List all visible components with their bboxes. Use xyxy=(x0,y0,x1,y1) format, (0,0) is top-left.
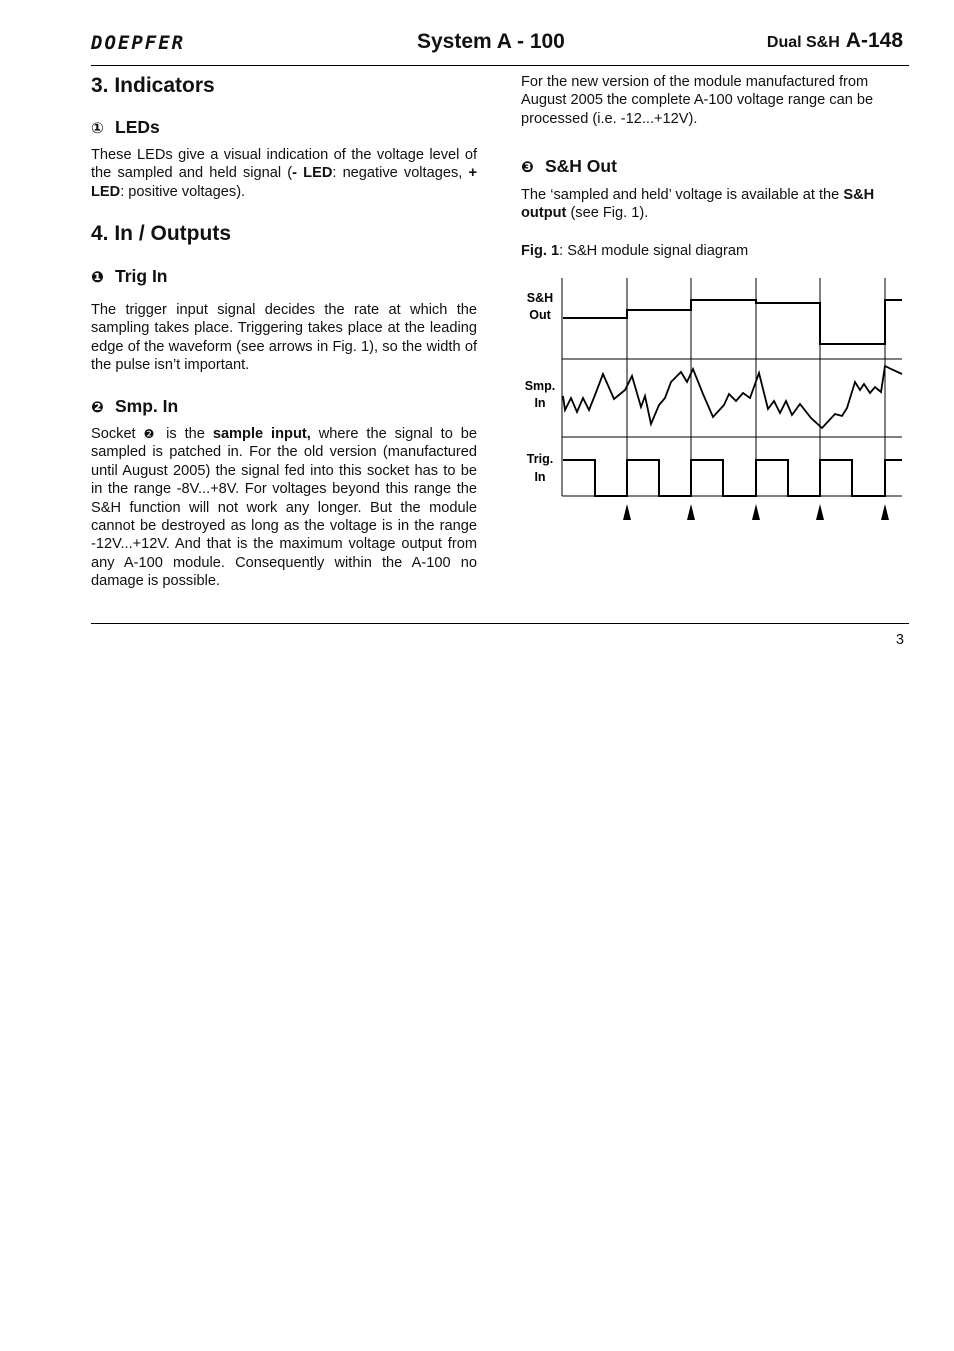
trigger-arrow xyxy=(687,504,695,520)
sh-out-heading-label: S&H Out xyxy=(545,156,617,176)
page-number: 3 xyxy=(895,632,904,648)
text-run: where the signal to be sampled is patched in. For the old version (manufactured until August 2005) the signal fed into this socket has to be in the range -8V...+8V. For voltages beyond this range the S&H function will not work any longer. But the module cannot be destroyed as long as the voltage is in the range -12V...+12V. And that is the maximum voltage output from any A-100 module. Consequently within the A-100 no damage is possible. xyxy=(91,426,478,590)
trig-in-waveform xyxy=(563,460,902,496)
figure-label: Fig. 1 xyxy=(521,243,560,259)
text-run: Socket xyxy=(91,426,144,442)
text-run: These LEDs give a visual indication of the voltage level of the sampled and held signal ( xyxy=(91,147,477,182)
footer-rule xyxy=(91,623,909,624)
trigger-arrow xyxy=(881,504,889,520)
sample-input-term: sample input, xyxy=(212,426,311,442)
trigger-arrows xyxy=(623,504,889,520)
brand-logo: DOEPFER xyxy=(91,32,186,54)
trig-in-paragraph: The trigger input signal decides the rate at which the sampling takes place. Triggering takes place at the leading edge of the waveform (see arrows in Fig. 1), so the width of the pulse isn’t important. xyxy=(91,302,477,374)
number-one-icon: ❶ xyxy=(91,269,104,286)
plus-led-term: + LED xyxy=(91,165,477,200)
indicators-heading: 3. Indicators xyxy=(91,74,215,97)
text-run: (see Fig. 1). xyxy=(566,205,649,222)
label-sh-out-line2: Out xyxy=(529,308,551,322)
label-trig-in-line2: In xyxy=(534,470,546,484)
text-run: : negative voltages, xyxy=(332,165,469,182)
label-smp-in-line1: Smp. xyxy=(524,379,556,393)
trig-in-heading-label: Trig In xyxy=(115,266,168,286)
label-trig-in-line1: Trig. xyxy=(526,452,554,466)
sh-output-term: S&H output xyxy=(521,187,875,222)
text-run: is the xyxy=(158,426,213,442)
minus-led-term: - LED xyxy=(292,165,333,182)
module-name: Dual S&H xyxy=(766,34,840,51)
sh-out-waveform xyxy=(563,300,902,344)
io-heading: 4. In / Outputs xyxy=(91,222,231,245)
label-sh-out-line1: S&H xyxy=(526,291,554,305)
leds-heading-label: LEDs xyxy=(115,117,160,137)
system-title: System A - 100 xyxy=(417,30,565,53)
label-smp-in-line2: In xyxy=(534,396,546,410)
text-run: : positive voltages). xyxy=(120,183,246,200)
new-version-paragraph: For the new version of the module manufactured from August 2005 the complete A-100 voltage range can be processed (i.e. -12...+12V). xyxy=(521,74,874,127)
smp-in-waveform xyxy=(563,366,902,428)
number-three-icon: ❸ xyxy=(521,159,534,176)
text-run: The ‘sampled and held’ voltage is available at the xyxy=(521,187,844,203)
sh-signal-diagram xyxy=(0,0,954,560)
trigger-arrow xyxy=(752,504,760,520)
trigger-arrow xyxy=(623,504,631,520)
trigger-arrow xyxy=(816,504,824,520)
module-number: A-148 xyxy=(845,29,903,52)
number-two-icon: ❷ xyxy=(91,399,104,416)
number-two-icon: ❷ xyxy=(143,427,159,441)
figure-caption-text: : S&H module signal diagram xyxy=(559,243,749,259)
smp-in-heading-label: Smp. In xyxy=(115,396,179,416)
circled-one-icon: ① xyxy=(91,120,104,137)
